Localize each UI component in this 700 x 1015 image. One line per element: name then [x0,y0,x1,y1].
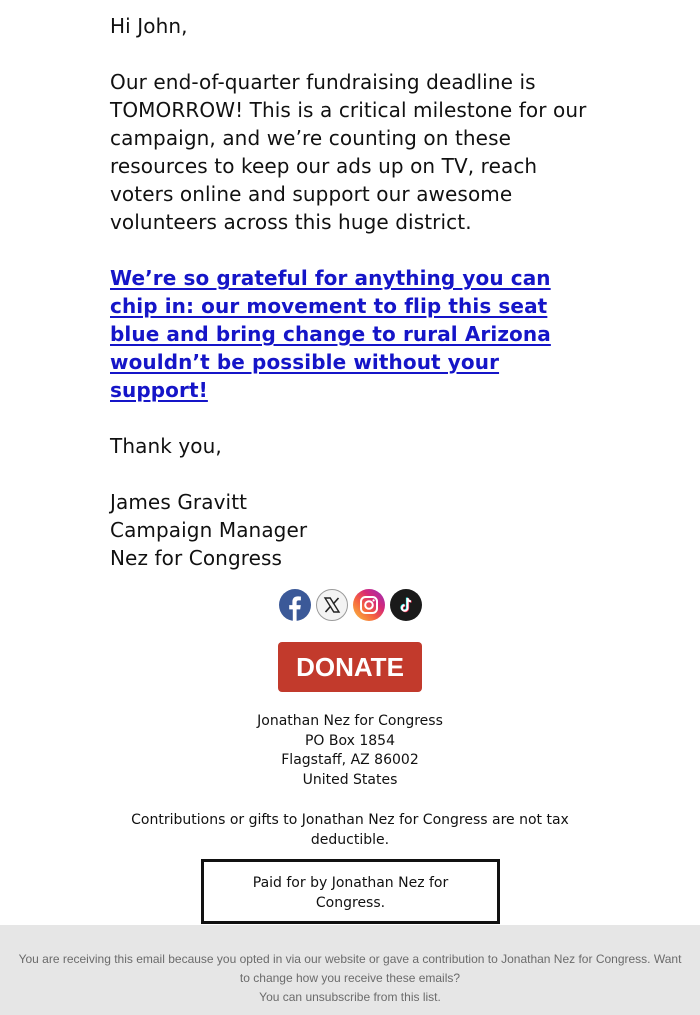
body-paragraph: Our end-of-quarter fundraising deadline is TOMORROW! This is a critical milestone for our campaign, and we’re counting on these resources to keep our ads up on TV, reach voters online and support our awesome volunteers across this huge district. [110,70,587,234]
instagram-icon[interactable] [353,589,385,621]
donation-ask-link[interactable]: We’re so grateful for anything you can chip in: our movement to flip this seat blue and bring change to rural Arizona wouldn’t be possible without your support! [110,266,551,402]
address-line: PO Box 1854 [304,732,395,749]
spacer [110,40,600,68]
mailing-address [0,712,700,790]
unsubscribe-notice[interactable]: You can unsubscribe from this list. [259,990,441,1004]
tax-disclaimer: Contributions or gifts to Jonathan Nez for Congress are not tax deductible. [131,812,569,848]
address-line: Flagstaff, AZ 86002 [281,752,419,768]
footer-notice: You are receiving this email because you opted in via our website or gave a contribution to Jonathan Nez for Congress. Want to change how you receive these emails? [18,952,682,985]
signature-title: Campaign Manager [110,518,308,542]
signature-organization: Nez for Congress [110,546,283,570]
social-links [0,589,700,621]
facebook-icon[interactable] [279,589,311,621]
signature-block [110,488,600,572]
paid-for-box: Paid for by Jonathan Nez for Congress. [201,859,500,924]
x-icon[interactable] [316,589,348,621]
email-body [110,12,600,572]
address-line: United States [302,771,398,788]
address-line: Jonathan Nez for Congress [257,713,443,729]
spacer [110,236,600,264]
donate-button[interactable]: DONATE [278,642,422,692]
spacer [110,404,600,432]
closing: Thank you, [110,434,222,458]
signature-name: James Gravitt [110,490,248,514]
greeting: Hi John, [110,14,188,38]
spacer [110,460,600,488]
tiktok-icon[interactable] [390,589,422,621]
email-footer [0,925,700,1015]
